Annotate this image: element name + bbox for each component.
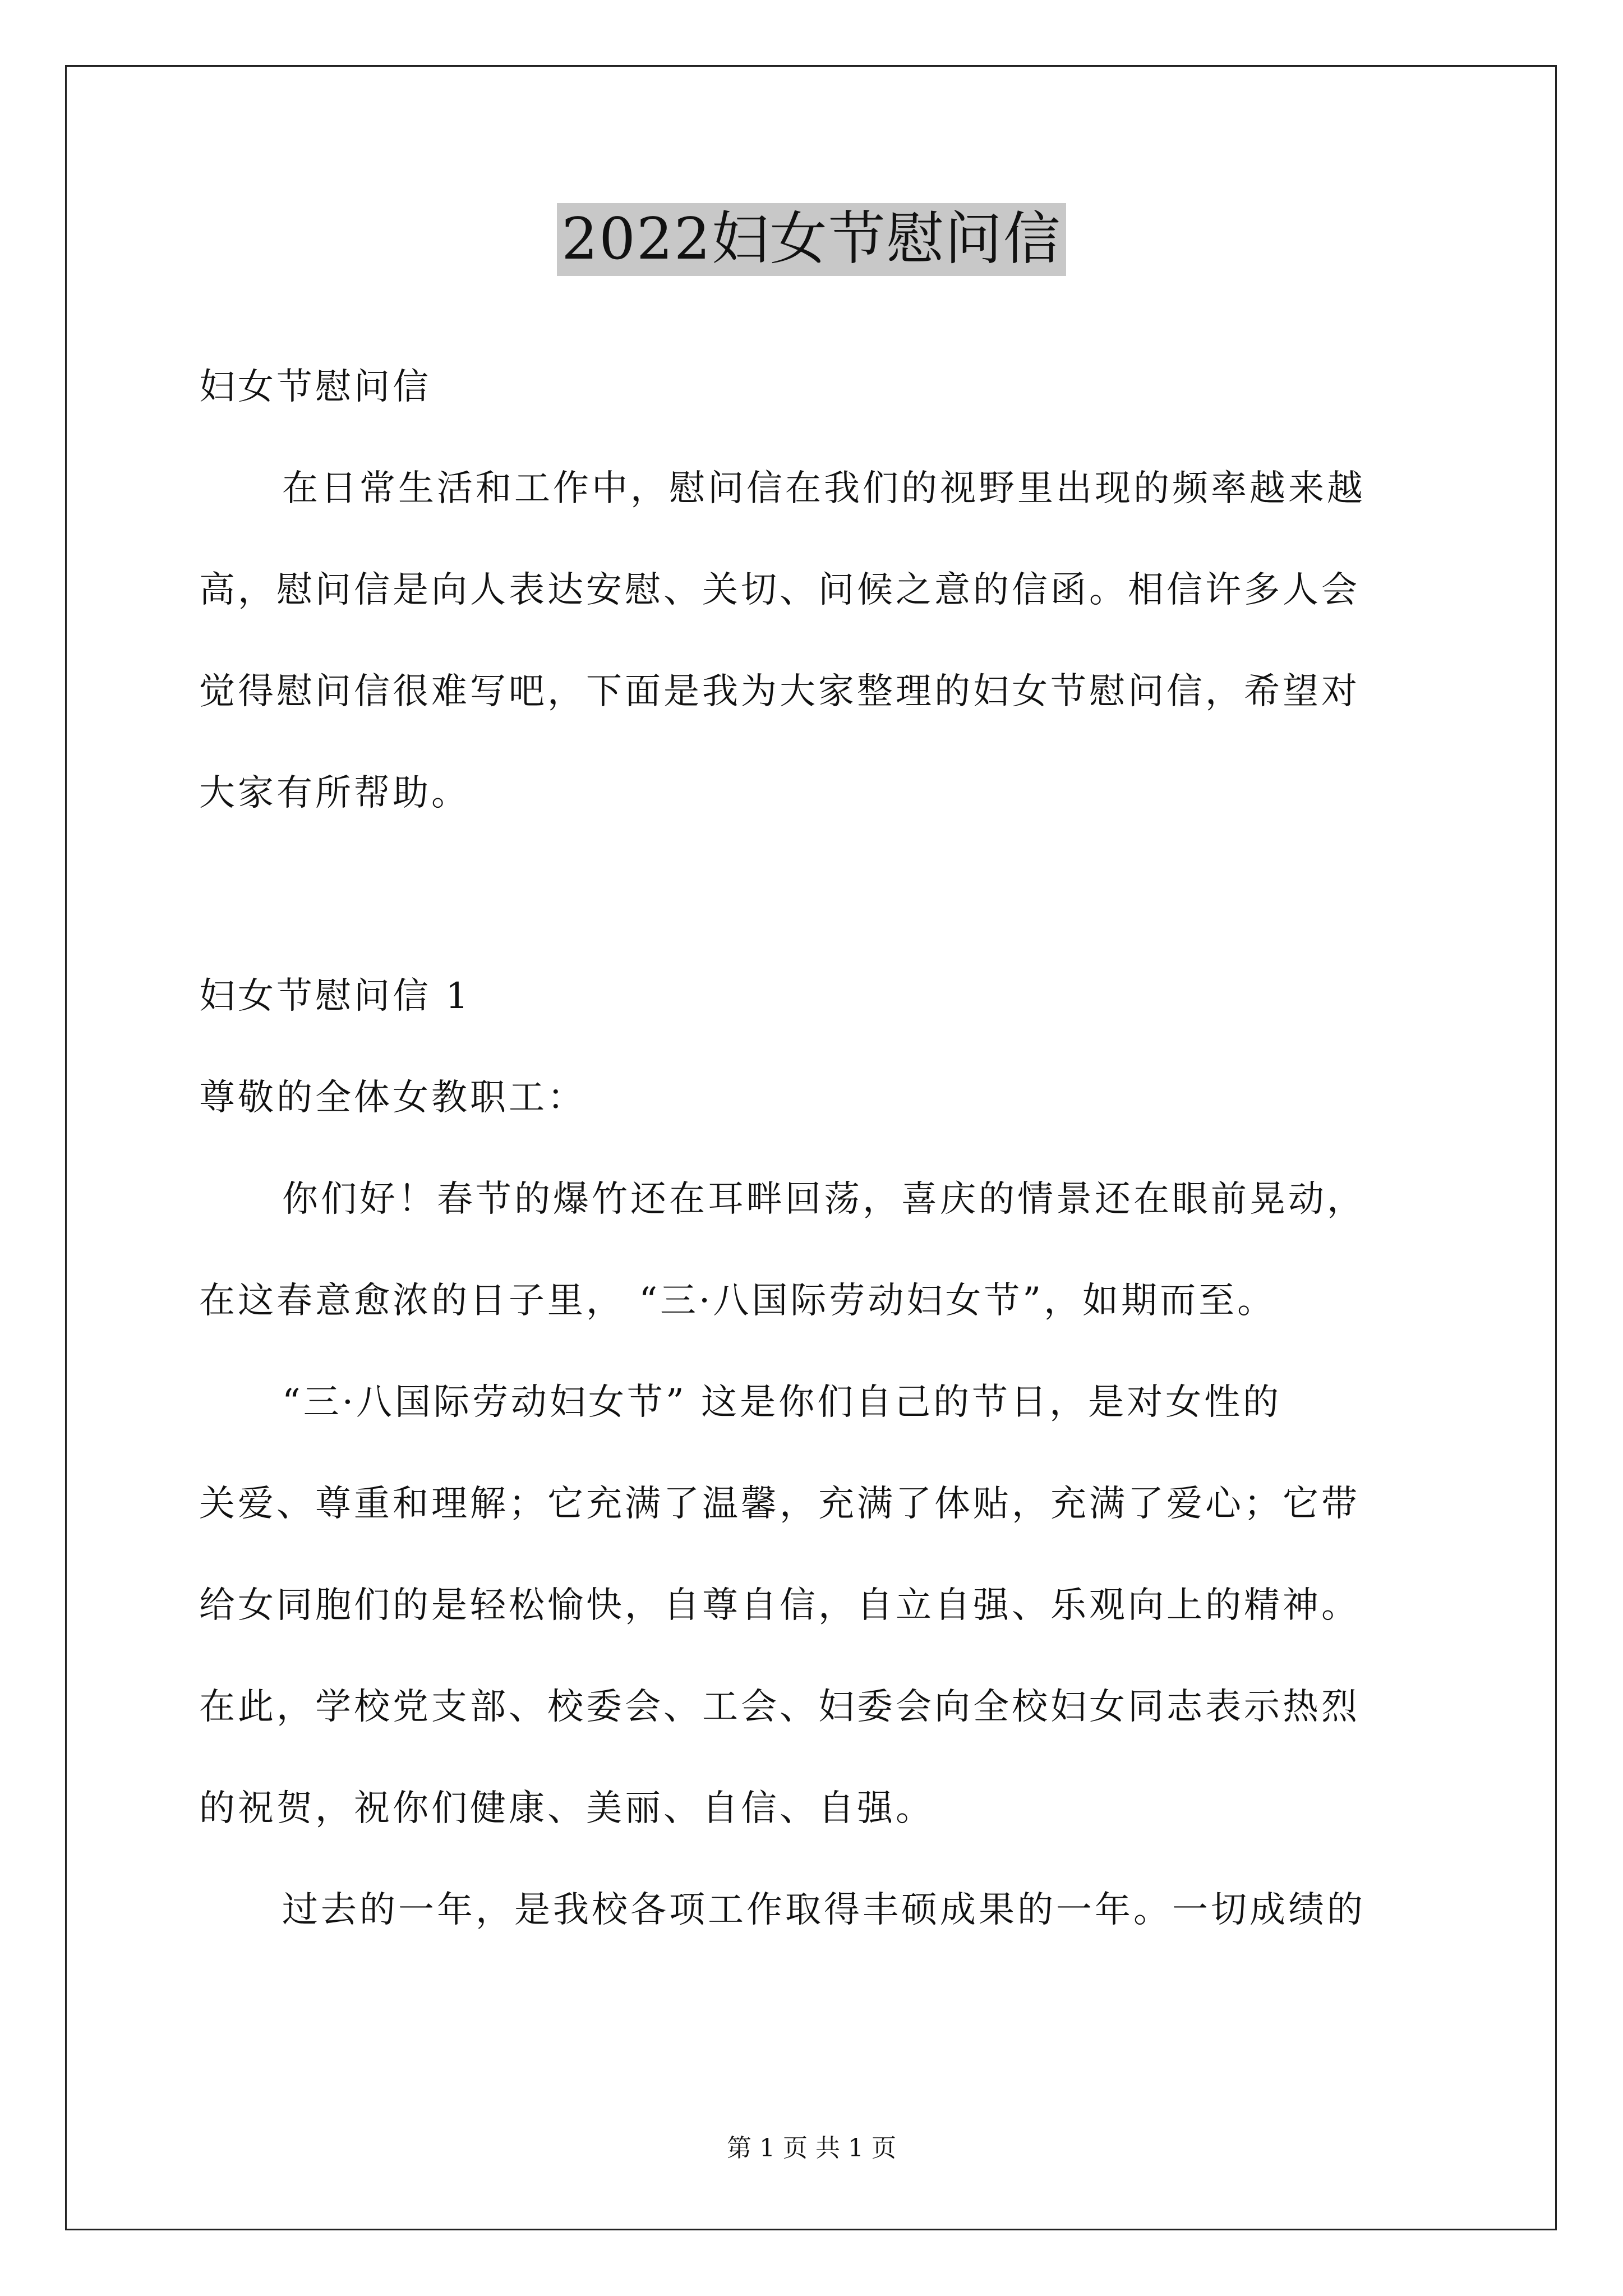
paragraph-line: 高，慰问信是向人表达安慰、关切、问候之意的信函。相信许多人会	[199, 569, 1360, 611]
paragraph-line: 你们好！春节的爆竹还在耳畔回荡，喜庆的情景还在眼前晃动，	[282, 1179, 1366, 1220]
document-title[interactable]: 2022妇女节慰问信	[557, 203, 1066, 276]
document-body	[199, 337, 1433, 1961]
page-number: 第 1 页 共 1 页	[727, 2134, 896, 2162]
paragraph-line: 的祝贺，祝你们健康、美丽、自信、自强。	[199, 1788, 934, 1829]
paragraph-line: 过去的一年，是我校各项工作取得丰硕成果的一年。一切成绩的	[282, 1889, 1366, 1931]
title-area	[0, 203, 1623, 276]
paragraph-line: 大家有所帮助。	[199, 772, 470, 814]
paragraph-line: “三·八国际劳动妇女节” 这是你们自己的节日，是对女性的	[282, 1382, 1282, 1423]
paragraph-line: 觉得慰问信很难写吧，下面是我为大家整理的妇女节慰问信，希望对	[199, 671, 1360, 712]
paragraph-line: 给女同胞们的是轻松愉快，自尊自信，自立自强、乐观向上的精神。	[199, 1585, 1360, 1626]
paragraph-line: 在这春意愈浓的日子里， “三·八国际劳动妇女节”，如期而至。	[199, 1280, 1276, 1322]
salutation-line: 尊敬的全体女教职工：	[199, 1077, 586, 1119]
subtitle-line: 妇女节慰问信	[199, 366, 431, 408]
page-footer	[0, 2132, 1623, 2165]
paragraph-line: 在此，学校党支部、校委会、工会、妇委会向全校妇女同志表示热烈	[199, 1686, 1360, 1728]
paragraph-line: 在日常生活和工作中，慰问信在我们的视野里出现的频率越来越	[282, 468, 1366, 509]
section-heading: 妇女节慰问信 1	[199, 976, 472, 1017]
paragraph-line: 关爱、尊重和理解；它充满了温馨，充满了体贴，充满了爱心；它带	[199, 1483, 1360, 1525]
